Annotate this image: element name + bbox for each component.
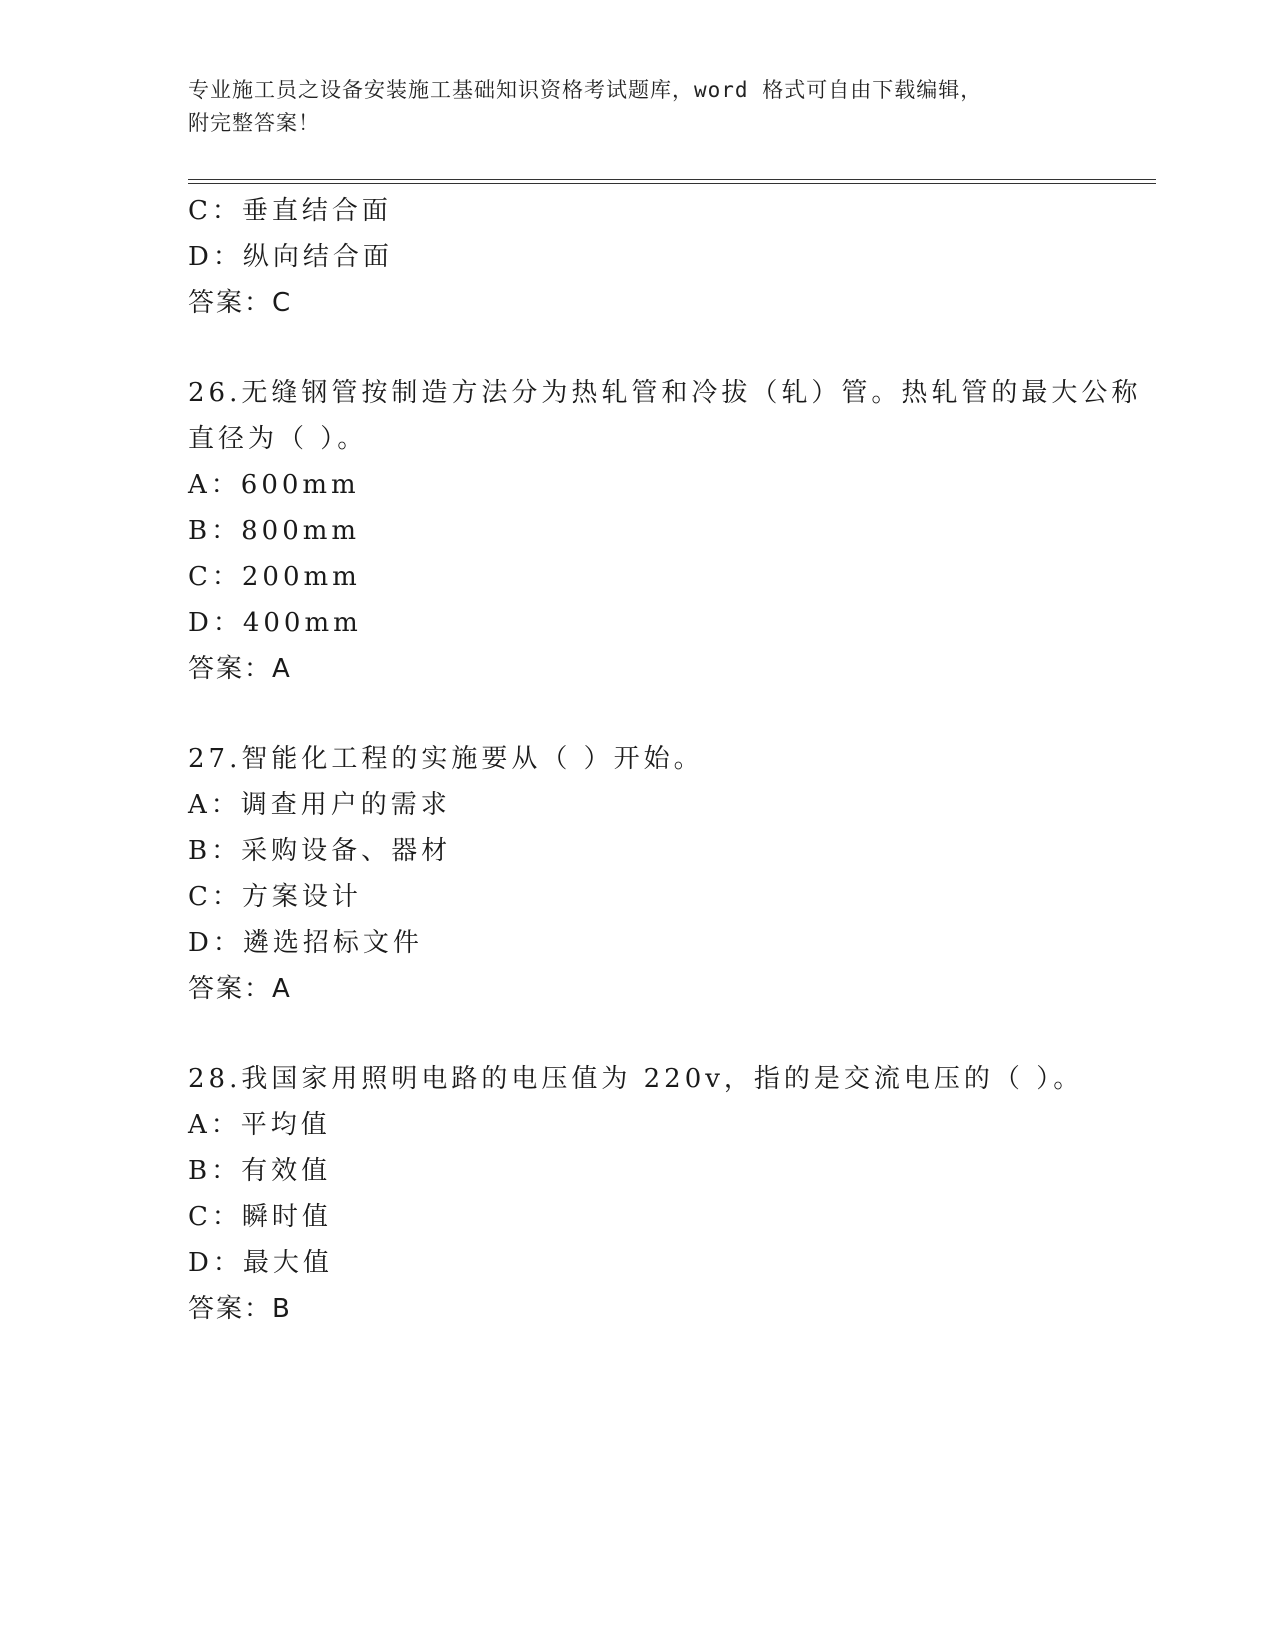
option-a: A：600mm — [188, 470, 360, 500]
header-line-1: 专业施工员之设备安装施工基础知识资格考试题库，word 格式可自由下载编辑， — [188, 78, 983, 102]
question-stem: 26.无缝钢管按制造方法分为热轧管和冷拔（轧）管。热轧管的最大公称直径为（ ）。 — [188, 378, 1142, 454]
option-a: A：调查用户的需求 — [188, 790, 451, 820]
option-c: C：200mm — [188, 562, 361, 592]
option-d: D：400mm — [188, 608, 362, 638]
question-gap — [188, 326, 1156, 370]
option-c: C：瞬时值 — [188, 1202, 332, 1232]
answer-line: 答案：A — [188, 974, 292, 1004]
document-header — [188, 74, 1068, 140]
option-b: B：有效值 — [188, 1156, 332, 1186]
option-b: B：采购设备、器材 — [188, 836, 452, 866]
question-27 — [188, 736, 1156, 1012]
option-c: C：垂直结合面 — [188, 196, 392, 226]
option-d: D：遴选招标文件 — [188, 928, 423, 958]
answer-line: 答案：A — [188, 654, 292, 684]
question-28 — [188, 1056, 1156, 1332]
option-d: D：最大值 — [188, 1248, 333, 1278]
question-list — [188, 188, 1156, 1332]
question-25-tail — [188, 188, 1156, 326]
header-divider-bottom — [188, 183, 1156, 184]
question-gap — [188, 692, 1156, 736]
question-26 — [188, 370, 1156, 692]
header-line-2: 附完整答案！ — [188, 111, 320, 135]
option-b: B：800mm — [188, 516, 361, 546]
header-divider-top — [188, 179, 1156, 180]
option-d: D：纵向结合面 — [188, 242, 393, 272]
question-gap — [188, 1012, 1156, 1056]
question-stem: 28.我国家用照明电路的电压值为 220v，指的是交流电压的（ ）。 — [188, 1064, 1084, 1094]
answer-line: 答案：C — [188, 288, 293, 318]
option-c: C：方案设计 — [188, 882, 362, 912]
question-stem: 27.智能化工程的实施要从（ ）开始。 — [188, 744, 704, 774]
option-a: A：平均值 — [188, 1110, 331, 1140]
answer-line: 答案：B — [188, 1294, 292, 1324]
